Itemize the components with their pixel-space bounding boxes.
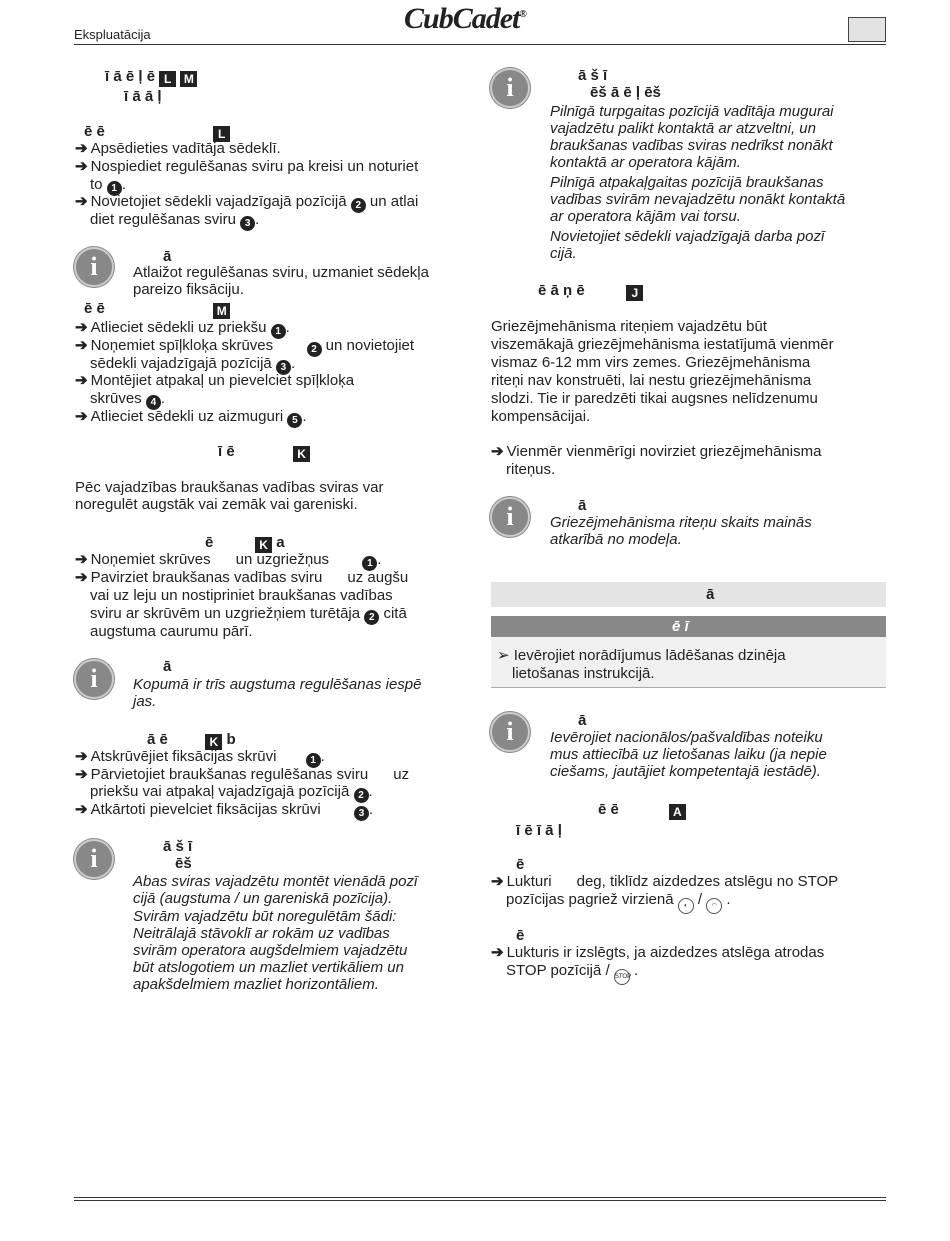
step-item: ➔ Noņemiet skrūves un uzgriežņus 1 . — [75, 551, 382, 569]
note-title: ā — [578, 712, 587, 729]
note-text: Pilnīgā atpakaļgaitas pozīcijā braukšanas — [550, 174, 824, 191]
note-title: ā š ī — [163, 838, 193, 855]
note-text: mus attiecībā uz lietošanas laiku (ja nepie — [550, 746, 827, 763]
note-title: ēš ā ē ļ ēš — [590, 84, 661, 101]
triangle-bullet-icon: ➢ — [497, 647, 510, 664]
header-rule — [74, 44, 886, 45]
note-text: Kopumā ir trīs augstuma regulēšanas iespē — [133, 676, 422, 693]
subheading-lights-on: ē — [516, 856, 525, 873]
subheading-length: ā ē K b — [147, 731, 236, 749]
note-text: Svirām vajadzētu būt noregulētām šādi: — [133, 908, 397, 925]
note-text: atkarībā no modeļa. — [550, 531, 682, 548]
paragraph: riteņi nav konstruēti, lai nestu griezējmehānisma — [491, 372, 812, 389]
note-text: Novietojiet sēdekli vajadzīgajā darba pozī — [550, 228, 825, 245]
note-text: vadības svirām nevajadzētu nonākt kontaktā — [550, 191, 846, 208]
note-text: pareizo fiksāciju. — [133, 281, 244, 298]
step-item-cont: augstuma caurumu pārī. — [90, 623, 253, 640]
paragraph: kompensācijai. — [491, 408, 591, 425]
heading-lights-2: ī ē ī ā ļ — [516, 822, 562, 839]
paragraph: Pēc vajadzības braukšanas vadības sviras var — [75, 479, 384, 496]
step-item-cont: diet regulēšanas sviru 3 . — [90, 211, 260, 229]
step-item: ➔ Nospiediet regulēšanas sviru pa kreisi un noturiet — [75, 158, 419, 175]
heading-seat-2: ī ā ā ļ — [124, 88, 162, 105]
note-title: ā — [163, 248, 172, 265]
note-text: apakšdelmiem mazliet horizontāliem. — [133, 976, 379, 993]
subheading-lights-off: ē — [516, 927, 525, 944]
step-item: ➔ Atskrūvējiet fiksācijas skrūvi 1 . — [75, 748, 325, 766]
note-text: ar operatora kājām vai torsu. — [550, 208, 741, 225]
info-icon: i — [490, 712, 530, 752]
heading-lights: ē ē A — [598, 801, 686, 820]
note-title: ā — [578, 497, 587, 514]
step-item: ➔ Montējiet atpakaļ un pievelciet spīļkloķa — [75, 372, 355, 389]
subheading-seat-move: ē ē M — [84, 300, 230, 319]
step-item-cont: STOP pozīcijā / STOP . — [506, 962, 638, 985]
note-text: Pilnīgā turpgaitas pozīcijā vadītāja mugurai — [550, 103, 834, 120]
heading-control-levers: ī ē K — [218, 443, 310, 462]
step-item: ➔ Pārvietojiet braukšanas regulēšanas sviru uz — [75, 766, 410, 783]
step-item: ➔ Noņemiet spīļkloķa skrūves 2 un novietojiet — [75, 337, 415, 355]
note-text: Ievērojiet nacionālos/pašvaldības noteiku — [550, 729, 823, 746]
step-item-cont: sviru ar skrūvēm un uzgriežņiem turētāja 2 citā — [90, 605, 407, 623]
note-text: cijā. — [550, 245, 577, 262]
step-item-cont: vai uz leju un nostipriniet braukšanas vadības — [90, 587, 393, 604]
warning-bar-label: ē ī — [672, 618, 689, 635]
step-item: ➔ Pavirziet braukšanas vadības sviru uz augšu — [75, 569, 409, 586]
step-item: ➔ Novietojiet sēdekli vajadzīgajā pozīcijā 2 un atlai — [75, 193, 419, 211]
note-title: ā — [163, 658, 172, 675]
heading-deck-wheels: ē ā ņ ē J — [538, 282, 643, 301]
paragraph: Griezējmehānisma riteņiem vajadzētu būt — [491, 318, 767, 335]
info-icon: i — [490, 68, 530, 108]
heading-seat: ī ā ē ļ ē L M — [105, 68, 197, 87]
step-item-cont: priekšu vai atpakaļ vajadzīgajā pozīcijā 2 . — [90, 783, 373, 801]
brand-logo: CubCadet® — [404, 2, 526, 35]
step-item-cont: sēdekli vajadzīgajā pozīcijā 3 . — [90, 355, 296, 373]
section-label: Ekspluatācija — [74, 27, 151, 42]
note-text: vajadzētu palikt kontaktā ar atzveltni, un — [550, 120, 816, 137]
page-number-box — [848, 17, 886, 42]
info-icon: i — [490, 497, 530, 537]
warning-text: lietošanas instrukcijā. — [512, 665, 655, 682]
info-icon: i — [74, 839, 114, 879]
step-item: ➔ Lukturi deg, tiklīdz aizdedzes atslēgu no STOP — [491, 873, 839, 890]
note-text: cijā (augstuma / un gareniskā pozīcija). — [133, 890, 393, 907]
step-item: ➔ Atkārtoti pievelciet fiksācijas skrūvi 3 . — [75, 801, 374, 819]
info-icon: i — [74, 659, 114, 699]
paragraph: slodzi. Tie ir paredzēti tikai augsnes nelīdzenumu — [491, 390, 818, 407]
note-text: kontaktā ar operatora kājām. — [550, 154, 741, 171]
paragraph: viszemākajā griezējmehānisma iestatījumā vienmēr — [491, 336, 834, 353]
note-text: svirām operatora augšdelmiem vajadzētu — [133, 942, 408, 959]
subheading-height: ē K a — [205, 534, 285, 552]
step-item: ➔ Apsēdieties vadītāja sēdeklī. — [75, 140, 281, 157]
section-bar — [491, 582, 886, 607]
note-text: Neitrālajā stāvoklī ar rokām uz vadības — [133, 925, 390, 942]
warning-text: ➢ Ievērojiet norādījumus lādēšanas dzinēja — [497, 647, 786, 664]
step-item-cont: to 1 . — [90, 176, 126, 194]
subheading-seat-adjust: ē ē L — [84, 123, 230, 142]
note-text: būt atslogotiem un mazliet vertikāliem un — [133, 959, 404, 976]
step-item: ➔ Atlieciet sēdekli uz priekšu 1 . — [75, 319, 290, 337]
note-text: jas. — [133, 693, 157, 710]
note-text: Abas sviras vajadzētu montēt vienādā pozī — [133, 873, 418, 890]
turtle-icon: ◐ — [678, 898, 694, 914]
section-bar-label: ā — [706, 586, 715, 603]
paragraph: vismaz 6-12 mm virs zemes. Griezējmehānisma — [491, 354, 811, 371]
step-item-cont: pozīcijas pagriež virzienā ◐ / ◠ . — [506, 891, 731, 914]
step-item-cont: riteņus. — [506, 461, 556, 478]
stop-icon: STOP — [614, 969, 630, 985]
paragraph: noregulēt augstāk vai zemāk vai gareniski. — [75, 496, 358, 513]
rabbit-icon: ◠ — [706, 898, 722, 914]
step-item: ➔ Vienmēr vienmērīgi novirziet griezējmehānisma — [491, 443, 822, 460]
info-icon: i — [74, 247, 114, 287]
note-text: braukšanas vadības sviras nedrīkst nonākt — [550, 137, 833, 154]
footer-rule — [74, 1197, 886, 1198]
note-text: ciešams, jautājiet kompetentajā iestādē). — [550, 763, 821, 780]
footer-rule — [74, 1200, 886, 1201]
note-title: ēš — [175, 855, 192, 872]
step-item: ➔ Atlieciet sēdekli uz aizmuguri 5 . — [75, 408, 307, 426]
step-item-cont: skrūves 4 . — [90, 390, 166, 408]
step-item: ➔ Lukturis ir izslēgts, ja aizdedzes atslēga atrodas — [491, 944, 825, 961]
note-text: Atlaižot regulēšanas sviru, uzmaniet sēdekļa — [133, 264, 429, 281]
note-text: Griezējmehānisma riteņu skaits mainās — [550, 514, 812, 531]
note-title: ā š ī — [578, 67, 608, 84]
